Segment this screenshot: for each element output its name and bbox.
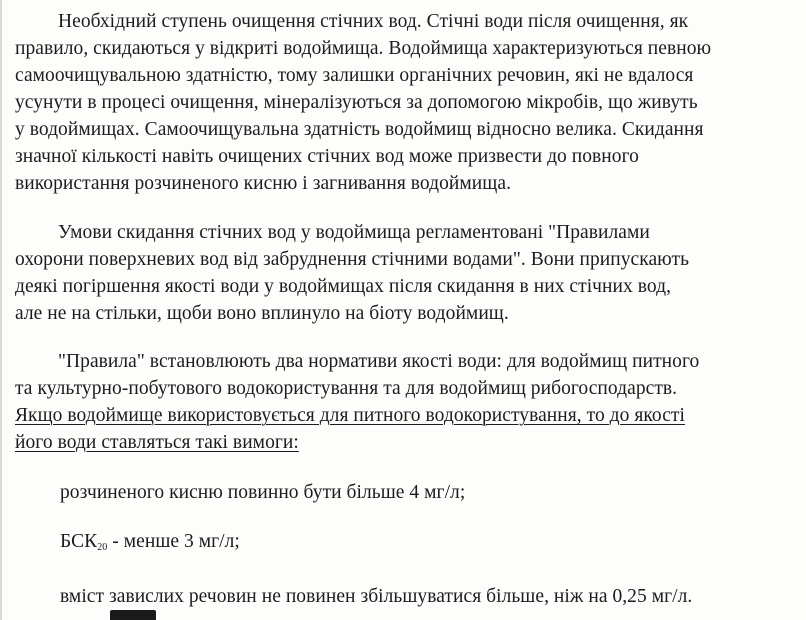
scan-artifact (110, 610, 156, 620)
paragraph-1-line-4: усунути в процесі очищення, мінералізуються за допомогою мікробів, що живуть (15, 92, 698, 113)
paragraph-1-line-3: самоочищувальною здатністю, тому залишки органічних речовин, які не вдалося (15, 65, 694, 86)
bod-subscript: 20 (97, 542, 108, 553)
bod-label: БСК (60, 531, 98, 552)
paragraph-3-line-4-underlined: його води ставляться такі вимоги: (15, 432, 299, 453)
paragraph-2-line-2: охорони поверхневих вод від забруднення стічними водами". Вони припускають (15, 249, 690, 270)
paragraph-1-line-7: використання розчиненого кисню і загнивання водоймища. (15, 173, 511, 194)
paragraph-1-line-6: значної кількості навіть очищених стічних вод може призвести до повного (15, 146, 639, 167)
paragraph-2-line-4: але не на стільки, щоби воно вплинуло на біоту водоймищ. (15, 303, 509, 324)
scan-edge (0, 0, 2, 620)
paragraph-2-line-3: деякі погіршення якості води у водоймищах після скидання в них стічних вод, (15, 276, 671, 297)
bod-limit: - менше 3 мг/л; (107, 531, 240, 552)
requirement-oxygen: розчиненого кисню повинно бути більше 4 мг/л; (60, 482, 466, 503)
requirement-suspended-solids: вміст завислих речовин не повинен збільшуватися більше, ніж на 0,25 мг/л. (60, 586, 693, 607)
paragraph-3-line-1: "Правила" встановлюють два нормативи якості води: для водоймищ питного (58, 351, 700, 372)
paragraph-3-line-3-underlined: Якщо водоймище використовується для питного водокористування, то до якості (15, 405, 685, 426)
paragraph-1-line-1: Необхідний ступень очищення стічних вод. Стічні води після очищення, як (58, 11, 689, 32)
requirement-bod (60, 530, 240, 560)
paragraph-3-line-2: та культурно-побутового водокористування та для водоймищ рибогосподарств. (15, 378, 678, 399)
paragraph-1-line-2: правило, скидаються у відкриті водоймища. Водоймища характеризуються певною (15, 38, 712, 59)
paragraph-2-line-1: Умови скидання стічних вод у водоймища регламентовані "Правилами (58, 222, 650, 243)
paragraph-1-line-5: у водоймищах. Самоочищувальна здатність водоймищ відносно велика. Скидання (15, 119, 704, 140)
